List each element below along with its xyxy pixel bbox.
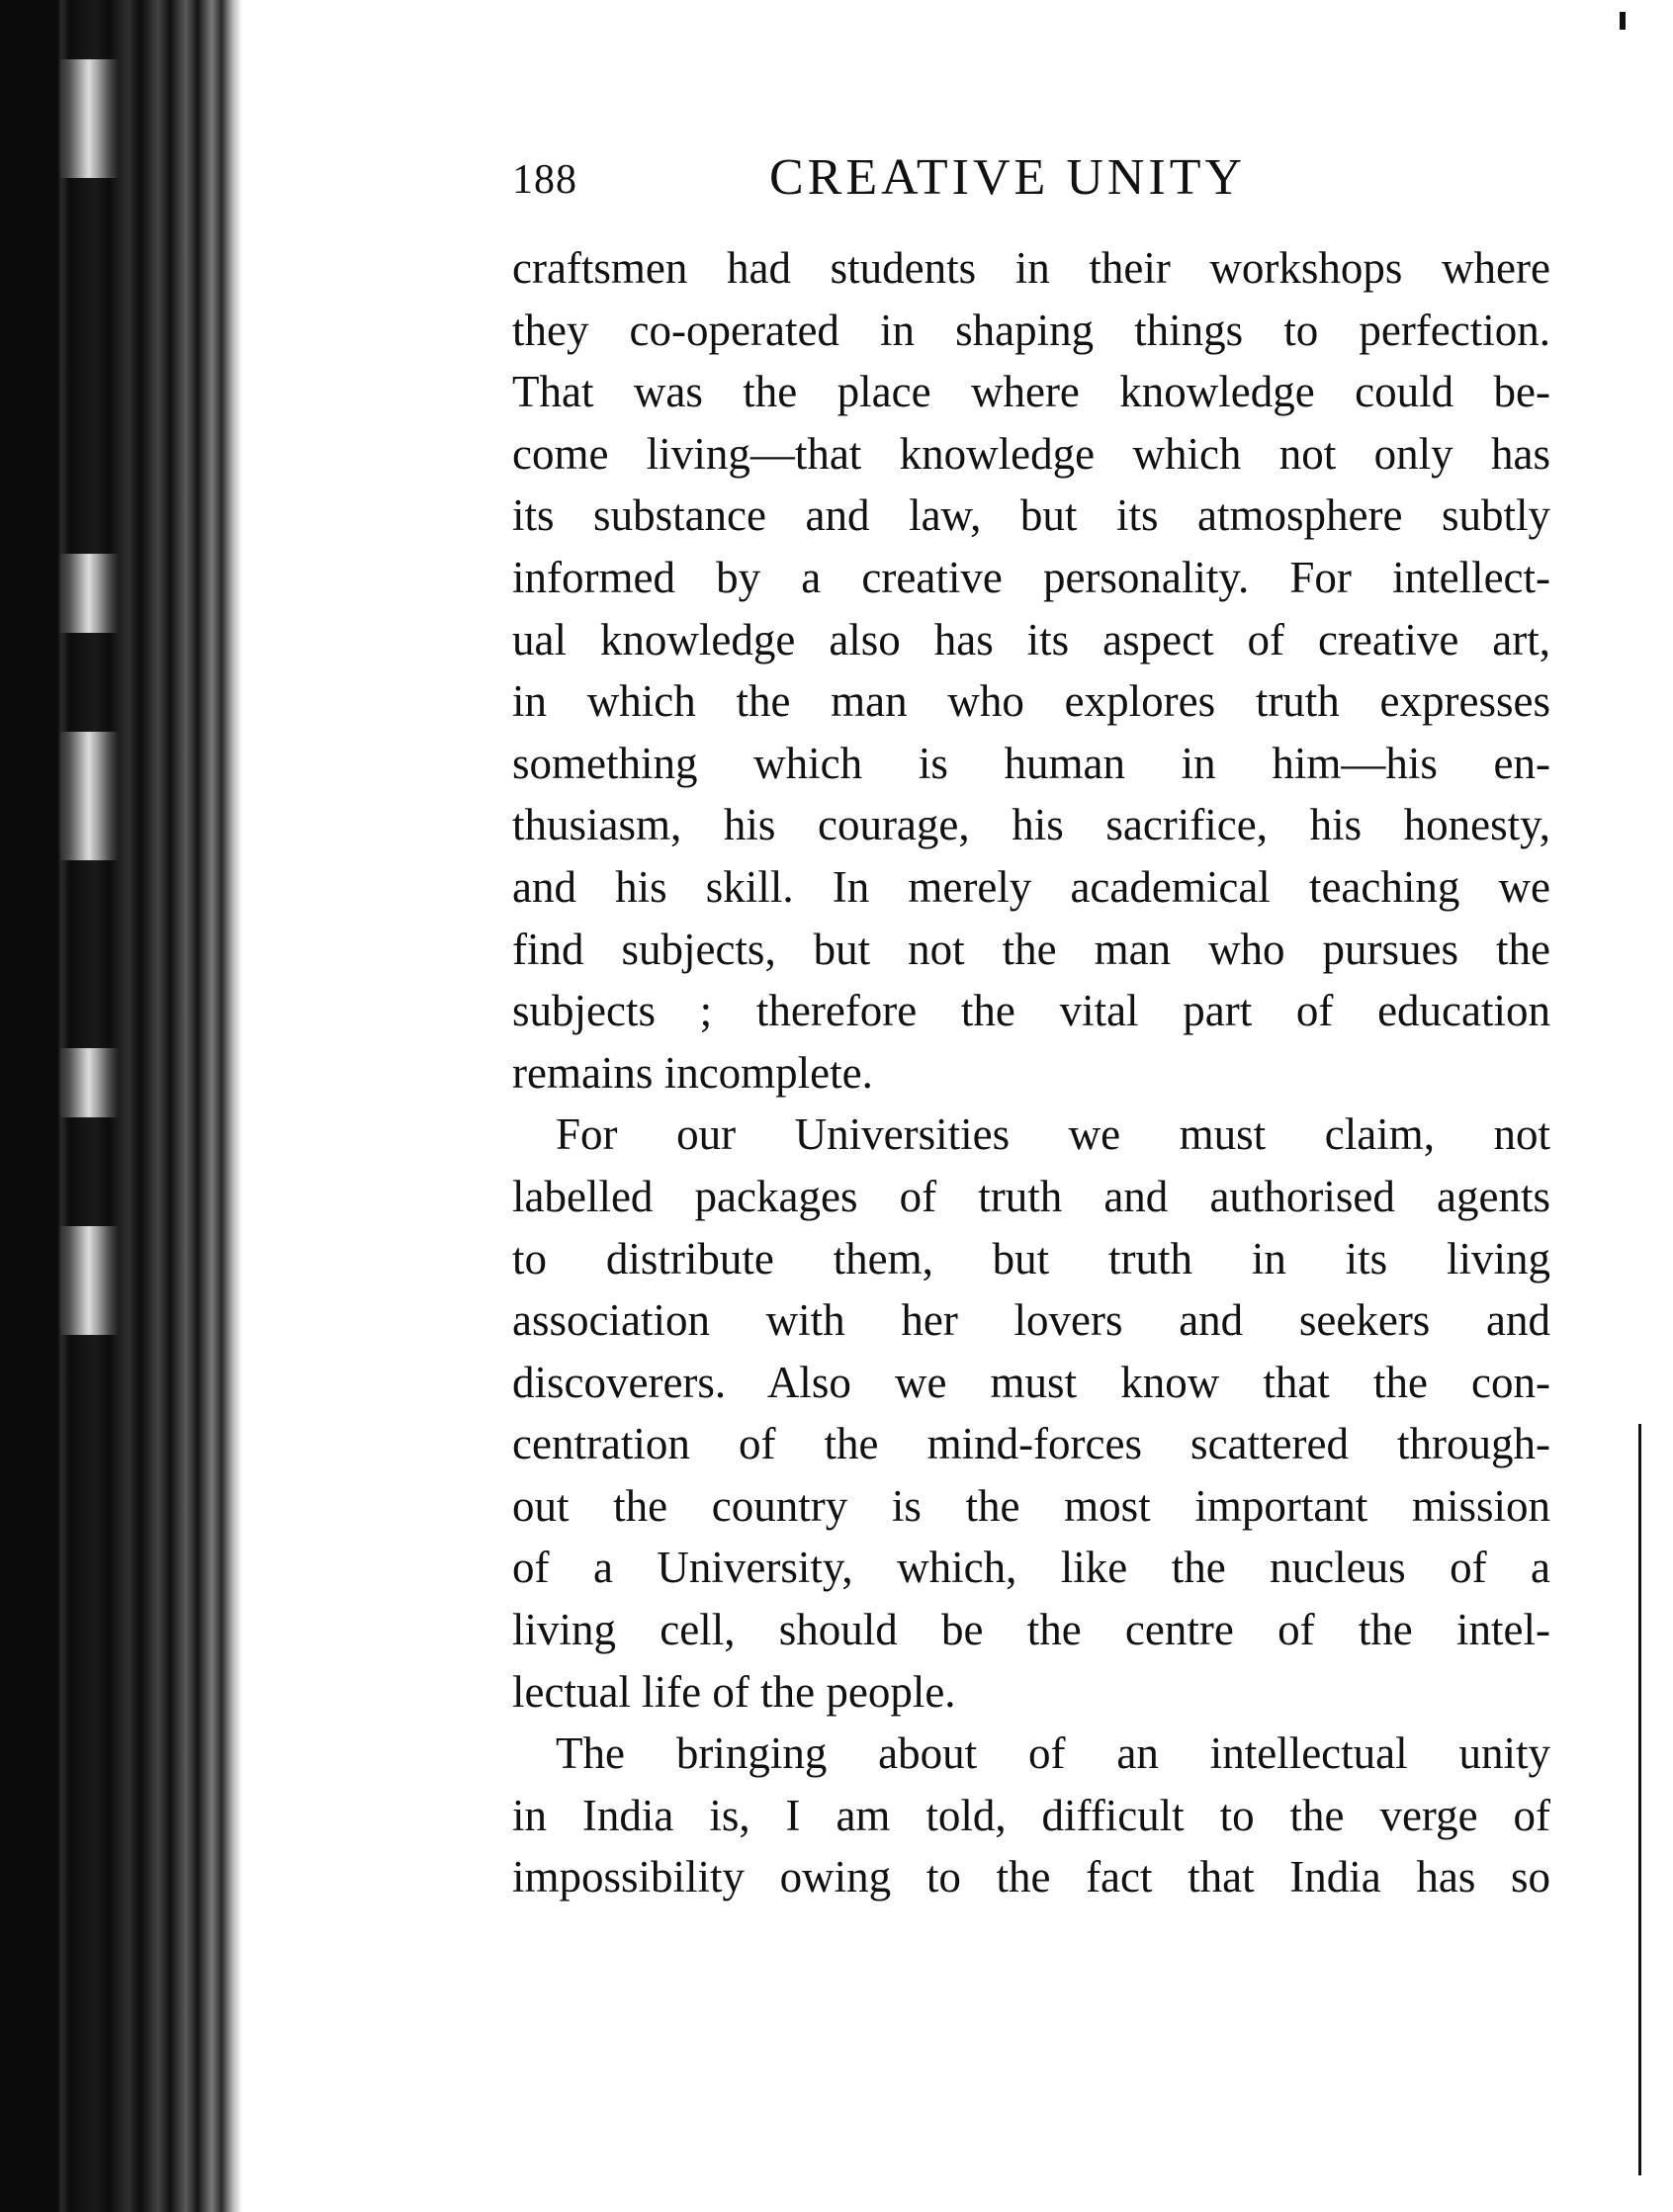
paragraph-2 — [512, 1104, 1550, 1723]
paragraph-3 — [512, 1723, 1550, 1908]
scanned-binding-edge — [0, 0, 242, 2212]
text-line: That was the place where knowledge could be- — [512, 367, 1550, 417]
text-line: find subjects, but not the man who pursues the — [512, 924, 1550, 974]
text-line: they co-operated in shaping things to perfection. — [512, 305, 1550, 355]
text-line: discoverers. Also we must know that the con- — [512, 1357, 1550, 1407]
text-line: ual knowledge also has its aspect of creative art, — [512, 614, 1550, 664]
binding-highlight — [59, 1048, 119, 1117]
scan-edge-mark — [1638, 1424, 1641, 2175]
text-line: craftsmen had students in their workshops where — [512, 243, 1550, 293]
paragraph-1 — [512, 237, 1550, 1104]
scan-edge-mark — [1620, 12, 1626, 30]
text-line: association with her lovers and seekers and — [512, 1295, 1550, 1346]
binding-highlight — [59, 554, 119, 633]
text-line: living cell, should be the centre of the intel- — [512, 1605, 1550, 1655]
running-title: CREATIVE UNITY — [769, 149, 1247, 206]
page-header — [512, 148, 1550, 218]
text-line: lectual life of the people. — [512, 1666, 956, 1717]
text-line: labelled packages of truth and authorised agents — [512, 1171, 1550, 1221]
binding-highlight — [59, 59, 119, 178]
text-line: centration of the mind-forces scattered through- — [512, 1419, 1550, 1469]
text-line: remains incomplete. — [512, 1047, 873, 1098]
text-line: informed by a creative personality. For intellect- — [512, 552, 1550, 602]
text-line: out the country is the most important mission — [512, 1480, 1550, 1531]
text-line: The bringing about of an intellectual unity — [556, 1728, 1550, 1779]
page-number: 188 — [512, 157, 577, 203]
text-line: in which the man who explores truth expresses — [512, 676, 1550, 727]
binding-highlight — [59, 732, 119, 860]
text-line: impossibility owing to the fact that India has so — [512, 1852, 1550, 1902]
text-line: subjects ; therefore the vital part of education — [512, 986, 1550, 1036]
text-line: something which is human in him—his en- — [512, 738, 1550, 788]
text-line: its substance and law, but its atmosphere subtly — [512, 490, 1550, 541]
body-text — [512, 237, 1550, 1908]
book-page — [512, 148, 1550, 1902]
text-line: to distribute them, but truth in its living — [512, 1233, 1550, 1283]
text-line: and his skill. In merely academical teaching we — [512, 861, 1550, 912]
text-line: For our Universities we must claim, not — [556, 1109, 1550, 1160]
text-line: in India is, I am told, difficult to the verge of — [512, 1790, 1550, 1840]
text-line: of a University, which, like the nucleus of a — [512, 1543, 1550, 1593]
binding-highlight — [59, 1226, 119, 1335]
text-line: thusiasm, his courage, his sacrifice, his honesty, — [512, 800, 1550, 850]
text-line: come living—that knowledge which not only has — [512, 428, 1550, 479]
